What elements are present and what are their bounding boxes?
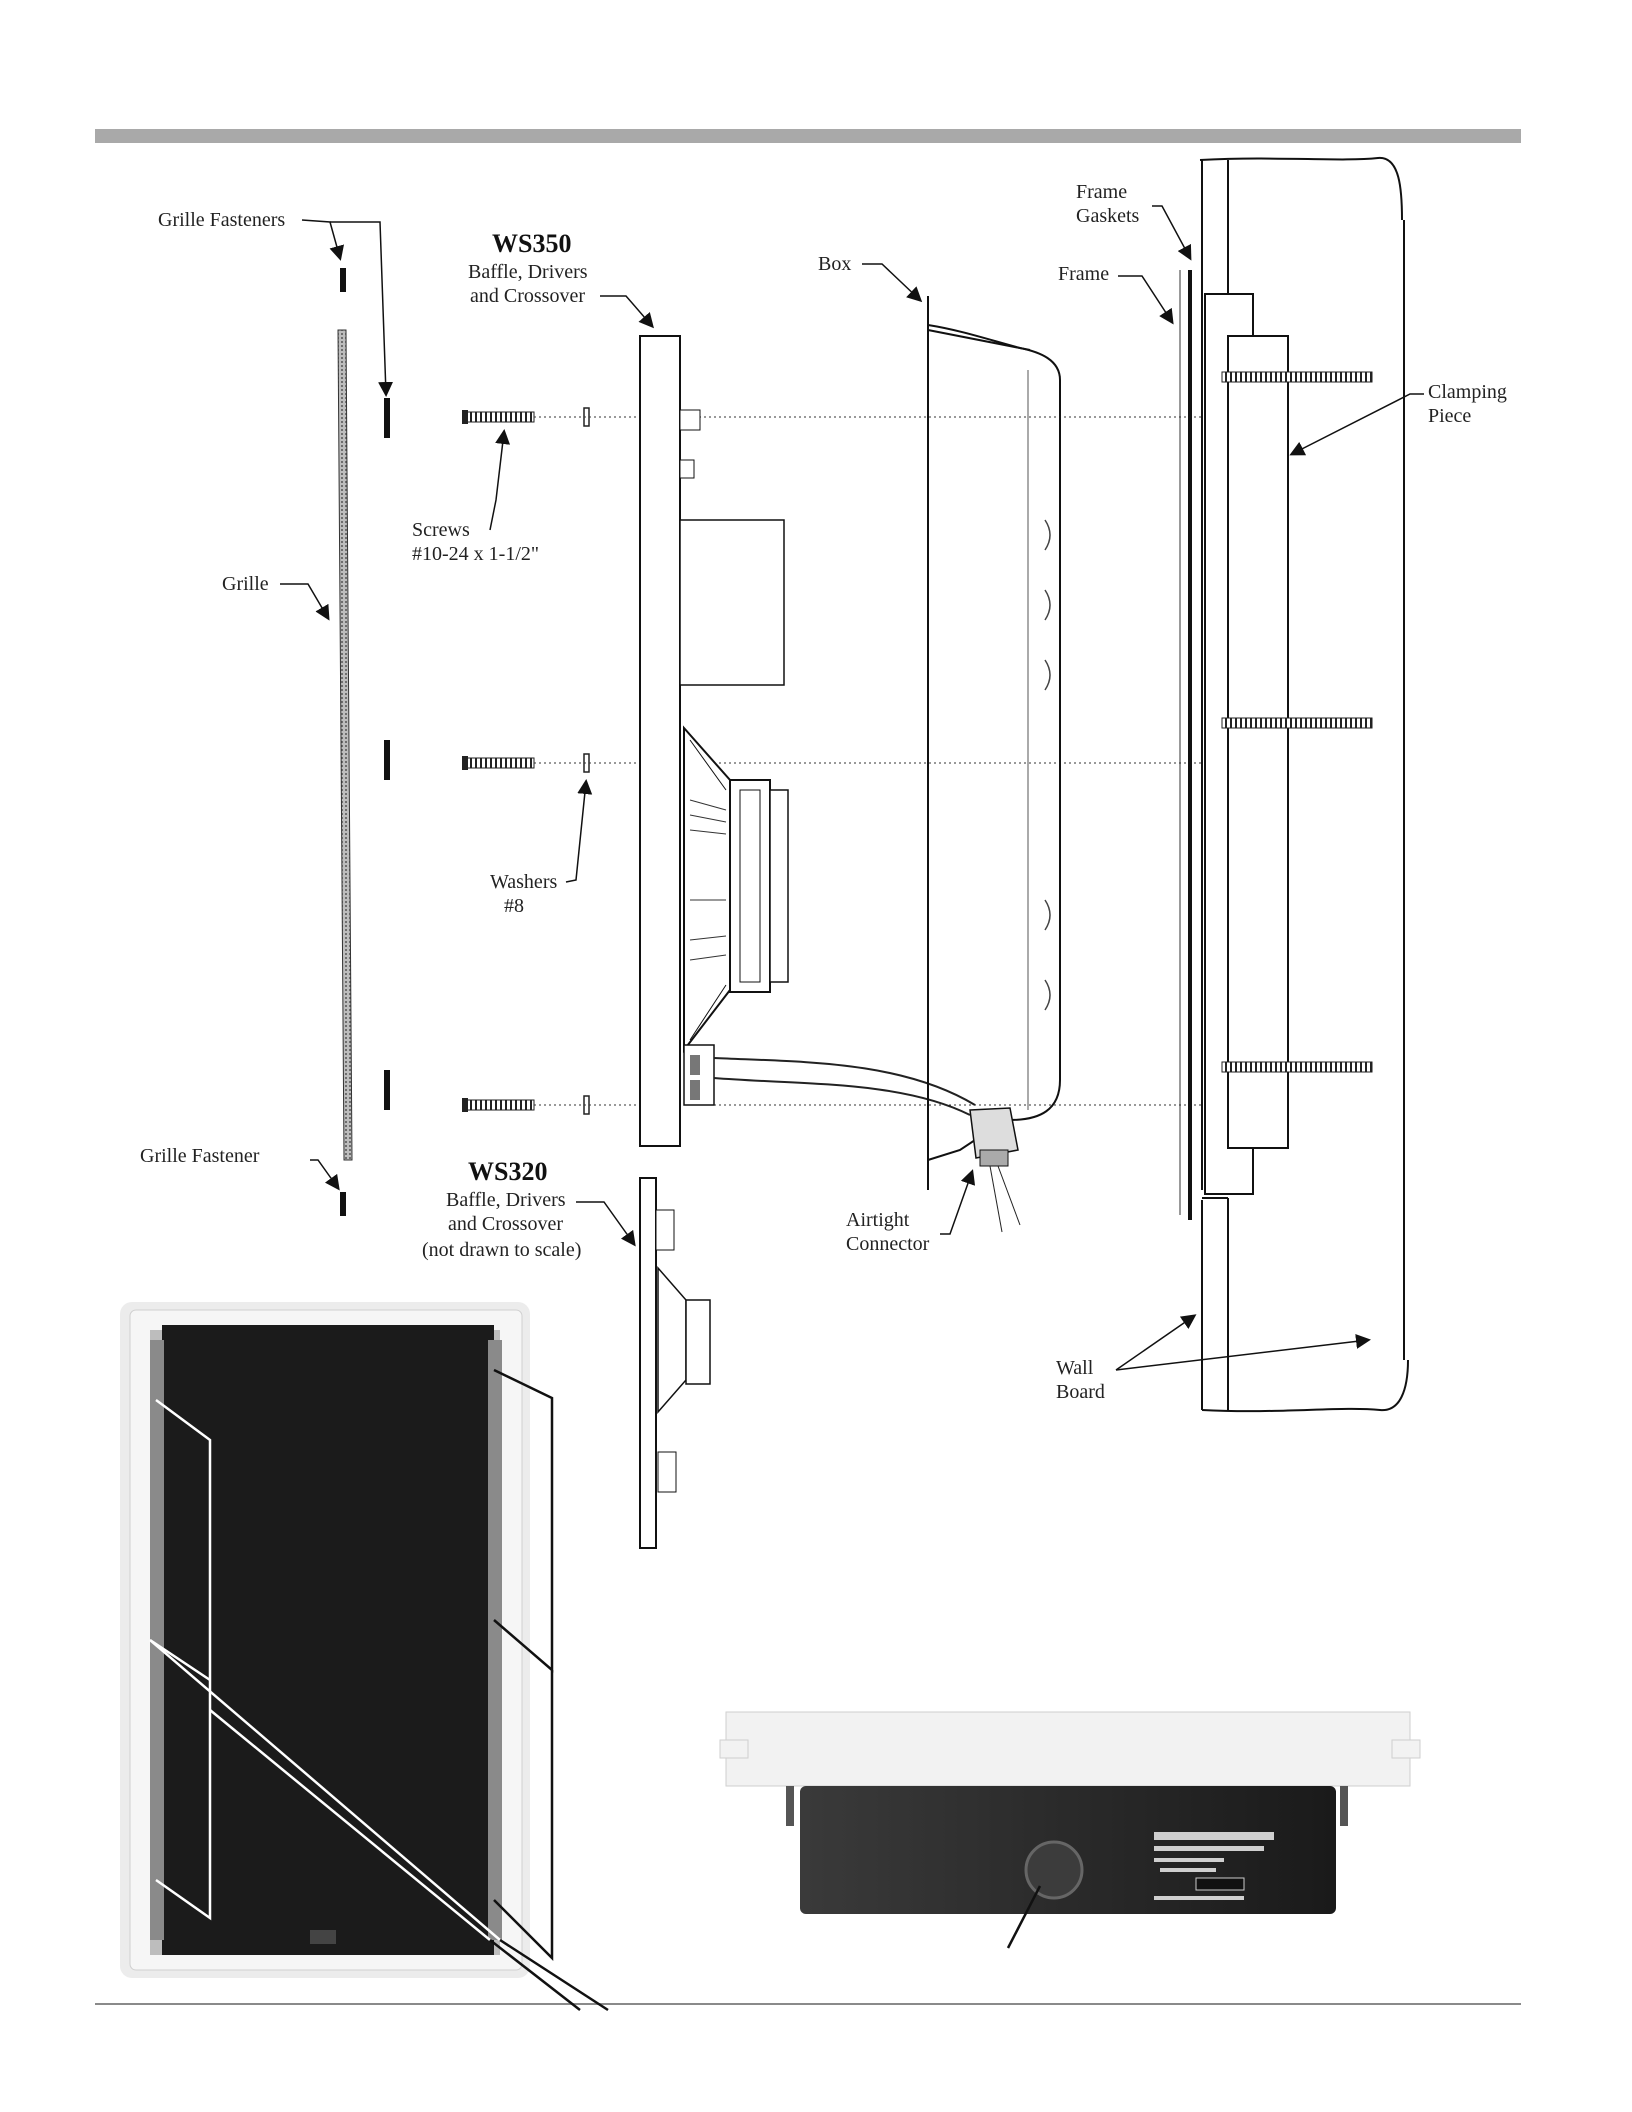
label-frame-gaskets-1: Frame (1076, 181, 1128, 203)
ws350-baffle (640, 336, 975, 1146)
screw-top (466, 412, 534, 422)
label-grille-fasteners: Grille Fasteners (158, 209, 286, 231)
label-screws-2: #10-24 x 1-1/2" (412, 543, 540, 565)
airtight-connector-photo (1026, 1842, 1082, 1898)
label-ws320-sub1: Baffle, Drivers (446, 1189, 566, 1211)
label-washers-2: #8 (504, 895, 524, 917)
ws320-baffle (640, 1178, 710, 1548)
clamping-piece (1228, 336, 1288, 1148)
label-wall-1: Wall (1056, 1357, 1094, 1379)
label-ws320-sub2: and Crossover (448, 1213, 563, 1235)
screw-middle (466, 758, 534, 768)
label-airtight-1: Airtight (846, 1209, 910, 1231)
label-airtight-2: Connector (846, 1233, 930, 1255)
screws-group (462, 408, 1230, 1114)
label-frame: Frame (1058, 263, 1110, 285)
label-clamping-1: Clamping (1428, 381, 1507, 403)
label-ws350-sub1: Baffle, Drivers (468, 261, 588, 283)
label-washers-1: Washers (490, 871, 558, 893)
grille-fastener-4 (384, 1070, 390, 1110)
grille-fastener-bottom (340, 1192, 346, 1216)
frame-assembly (1180, 270, 1372, 1220)
label-ws350-sub2: and Crossover (470, 285, 585, 307)
label-wall-2: Board (1056, 1381, 1105, 1403)
label-ws320-sub3: (not drawn to scale) (422, 1239, 582, 1261)
speaker-rear-photo (720, 1712, 1420, 1948)
grille-fastener-2 (384, 398, 390, 438)
grille-fastener-top (340, 268, 346, 292)
label-grille-fastener: Grille Fastener (140, 1145, 260, 1167)
label-screws-1: Screws (412, 519, 470, 541)
label-clamping-2: Piece (1428, 405, 1472, 427)
grille-group (338, 268, 390, 1216)
label-frame-gaskets-2: Gaskets (1076, 205, 1140, 227)
label-ws350-title: WS350 (492, 229, 572, 258)
airtight-connector (970, 1108, 1020, 1232)
screw-bottom (466, 1100, 534, 1110)
grille-fastener-3 (384, 740, 390, 780)
label-grille: Grille (222, 573, 269, 595)
grille-panel (338, 330, 352, 1160)
speaker-front-photo (120, 1302, 608, 2010)
label-box: Box (818, 253, 852, 275)
label-ws320-title: WS320 (468, 1157, 548, 1186)
